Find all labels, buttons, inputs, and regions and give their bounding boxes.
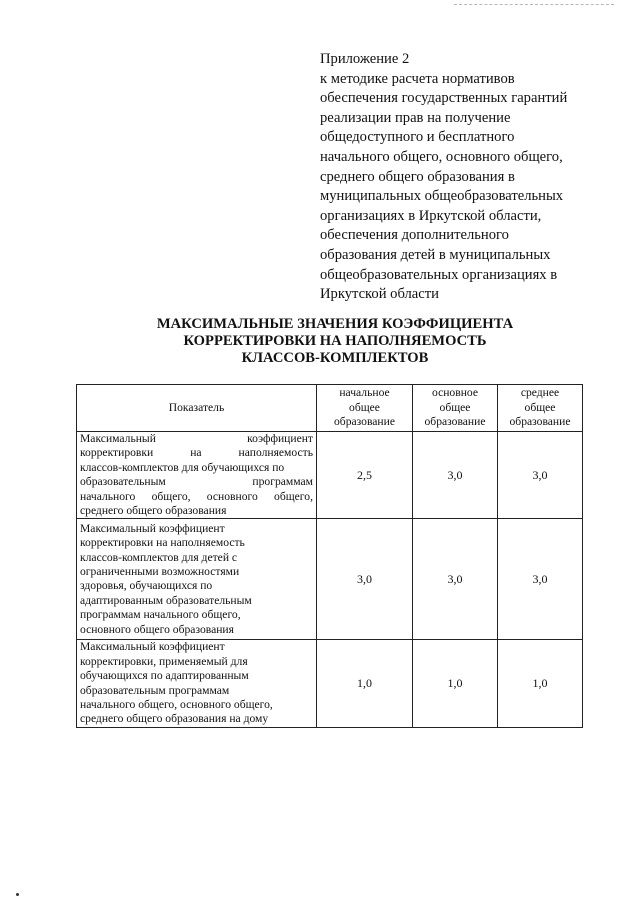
word: начального [80, 489, 136, 503]
header-primary-education [317, 385, 413, 432]
indicator-line: начального общего, основного общего, [80, 698, 273, 712]
indicator-line: среднего общего образования [80, 504, 227, 518]
header-line: образование [334, 415, 395, 429]
indicator-line [80, 490, 313, 504]
table-row [77, 432, 583, 519]
indicator-line: Максимальный коэффициент [80, 640, 225, 654]
indicator-line: классов-комплектов для детей с [80, 550, 238, 564]
appendix-line: образования детей в муниципальных [320, 246, 551, 263]
appendix-line: Иркутской области [320, 286, 439, 303]
indicator-line: основного общего образования [80, 622, 234, 636]
table-row [77, 640, 583, 727]
word: образовательным [80, 475, 166, 489]
indicator-line: здоровья, обучающихся по [80, 579, 213, 593]
word: корректировки [80, 446, 154, 460]
appendix-note [320, 50, 590, 305]
header-line: среднее [520, 386, 560, 400]
value-secondary: 3,0 [498, 432, 583, 519]
appendix-line: обеспечения дополнительного [320, 227, 509, 244]
header-line: общее [524, 400, 556, 414]
appendix-line: обеспечения государственных гарантий [320, 90, 568, 107]
row-indicator [77, 432, 317, 519]
scan-artifact-line [454, 4, 614, 6]
indicator-line [80, 432, 313, 446]
indicator-line [80, 475, 313, 489]
header-line: образование [424, 415, 486, 429]
title-line: МАКСИМАЛЬНЫЕ ЗНАЧЕНИЯ КОЭФФИЦИЕНТА [156, 316, 514, 332]
appendix-line: реализации прав на получение [320, 109, 511, 126]
indicator-line: программам начального общего, [80, 608, 241, 622]
table-row [77, 519, 583, 640]
indicator-line: Максимальный коэффициент [80, 521, 225, 535]
header-line: общее [349, 400, 380, 414]
value-basic: 3,0 [413, 519, 498, 640]
appendix-line: организациях в Иркутской области, [320, 207, 542, 224]
appendix-line: муниципальных общеобразовательных [320, 188, 564, 205]
scan-artifact-dot [16, 893, 19, 896]
indicator-line: корректировки, применяемый для [80, 654, 248, 668]
title-line: КОРРЕКТИРОВКИ НА НАПОЛНЯЕМОСТЬ [183, 333, 487, 349]
header-line: начальное [339, 386, 390, 400]
word: наполняемость [238, 446, 313, 460]
appendix-line: среднего общего образования в [320, 168, 515, 185]
word: основного [206, 489, 258, 503]
indicator-line [80, 446, 313, 460]
indicator-line: обучающихся по адаптированным [80, 669, 249, 683]
header-line: образование [509, 415, 571, 429]
header-secondary-education [498, 385, 583, 432]
title-line: КЛАССОВ-КОМПЛЕКТОВ [241, 350, 429, 366]
indicator-line: корректировки на наполняемость [80, 536, 245, 550]
appendix-line: общедоступного и бесплатного [320, 129, 515, 146]
indicator-line: классов-комплектов для обучающихся по [80, 460, 285, 474]
word: Максимальный [80, 432, 156, 445]
appendix-line: Приложение 2 [320, 51, 410, 67]
value-primary: 2,5 [317, 432, 413, 519]
indicator-line: среднего общего образования на дому [80, 712, 269, 726]
appendix-line: общеобразовательных организациях в [320, 266, 558, 283]
value-secondary: 1,0 [498, 640, 583, 727]
word: на [190, 446, 202, 460]
indicator-line: адаптированным образовательным [80, 593, 252, 607]
value-secondary: 3,0 [498, 519, 583, 640]
document-title [100, 316, 570, 367]
row-indicator [77, 640, 317, 727]
appendix-line: к методике расчета нормативов [320, 70, 515, 87]
word: программам [252, 475, 313, 489]
coefficient-table [76, 384, 583, 728]
value-primary: 3,0 [317, 519, 413, 640]
word: общего, [274, 489, 313, 503]
row-indicator [77, 519, 317, 640]
value-basic: 3,0 [413, 432, 498, 519]
indicator-line: образовательным программам [80, 683, 230, 697]
value-primary: 1,0 [317, 640, 413, 727]
indicator-line: ограниченными возможностями [80, 565, 240, 579]
value-basic: 1,0 [413, 640, 498, 727]
header-line: общее [439, 400, 471, 414]
header-line: основное [432, 386, 478, 400]
table-header-row [77, 385, 583, 432]
word: коэффициент [247, 432, 313, 445]
header-basic-education [413, 385, 498, 432]
appendix-line: начального общего, основного общего, [320, 148, 563, 165]
word: общего, [151, 489, 191, 503]
header-indicator: Показатель [77, 385, 317, 432]
